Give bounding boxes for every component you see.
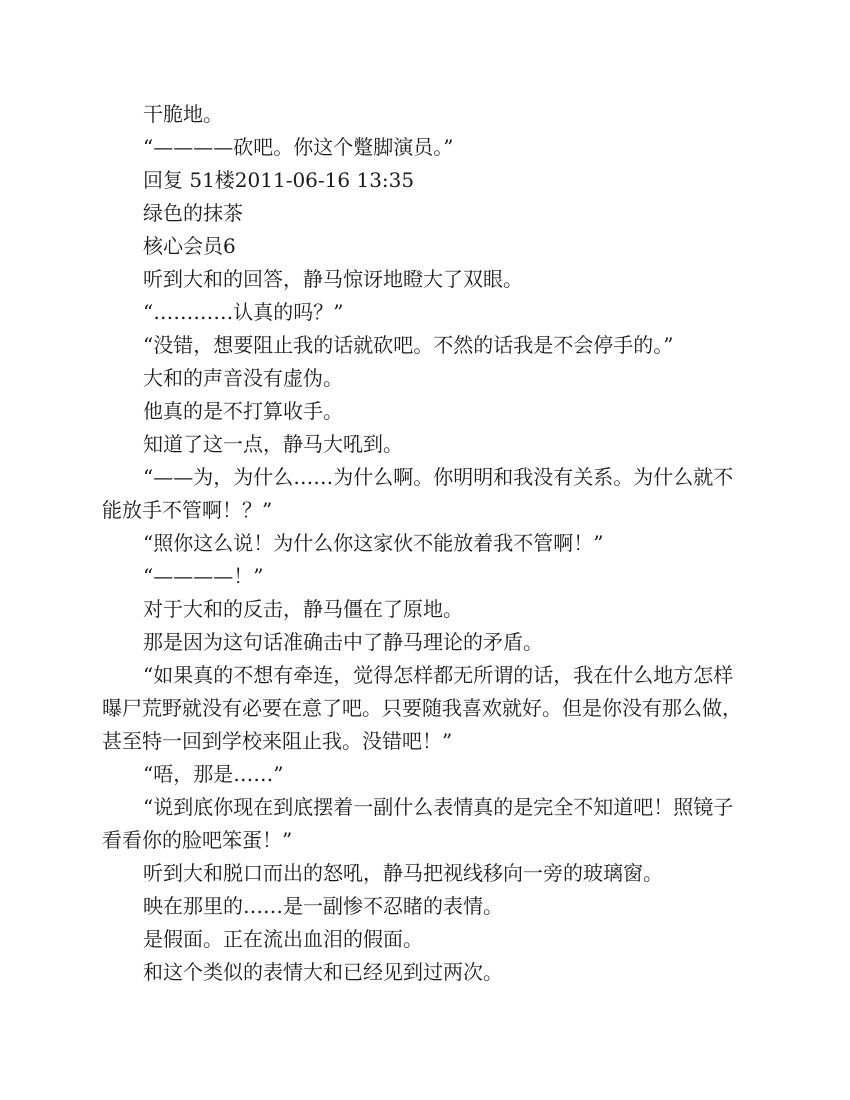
- paragraph: 映在那里的……是一副惨不忍睹的表情。: [143, 894, 503, 918]
- paragraph: “没错，想要阻止我的话就砍吧。不然的话我是不会停手的。”: [143, 333, 674, 357]
- paragraph: “——为，为什么……为什么啊。你明明和我没有关系。为什么就不能放手不管啊！？”: [102, 465, 734, 522]
- paragraph: 是假面。正在流出血泪的假面。: [143, 927, 423, 951]
- paragraph: 那是因为这句话准确击中了静马理论的矛盾。: [143, 630, 543, 654]
- paragraph: 听到大和脱口而出的怒吼，静马把视线移向一旁的玻璃窗。: [143, 861, 663, 885]
- paragraph: 对于大和的反击，静马僵在了原地。: [143, 597, 463, 621]
- paragraph: 知道了这一点，静马大吼到。: [143, 432, 403, 456]
- post-reply-meta: 回复 51楼2011-06-16 13:35: [143, 168, 415, 192]
- paragraph: 他真的是不打算收手。: [143, 399, 343, 423]
- paragraph: 大和的声音没有虚伪。: [143, 366, 343, 390]
- paragraph: “如果真的不想有牵连，觉得怎样都无所谓的话，我在什么地方怎样曝尸荒野就没有必要在意了吧。只要随我喜欢就好。但是你没有那么做，甚至特一回到学校来阻止我。没错吧！”: [102, 663, 742, 753]
- paragraph: “照你这么说！为什么你这家伙不能放着我不管啊！”: [143, 531, 604, 555]
- paragraph: “————！”: [143, 564, 264, 588]
- paragraph: “说到底你现在到底摆着一副什么表情真的是完全不知道吧！照镜子看看你的脸吧笨蛋！”: [102, 795, 734, 852]
- paragraph: 和这个类似的表情大和已经见到过两次。: [143, 960, 503, 984]
- paragraph: “唔，那是……”: [143, 762, 284, 786]
- paragraph: 干脆地。: [143, 102, 223, 126]
- paragraph: “————砍吧。你这个蹩脚演员。”: [143, 135, 454, 159]
- document-page: [102, 98, 750, 989]
- post-author: 绿色的抹茶: [143, 201, 243, 225]
- post-author-rank: 核心会员6: [143, 234, 236, 258]
- paragraph: 听到大和的回答，静马惊讶地瞪大了双眼。: [143, 267, 523, 291]
- paragraph: “…………认真的吗？”: [143, 300, 344, 324]
